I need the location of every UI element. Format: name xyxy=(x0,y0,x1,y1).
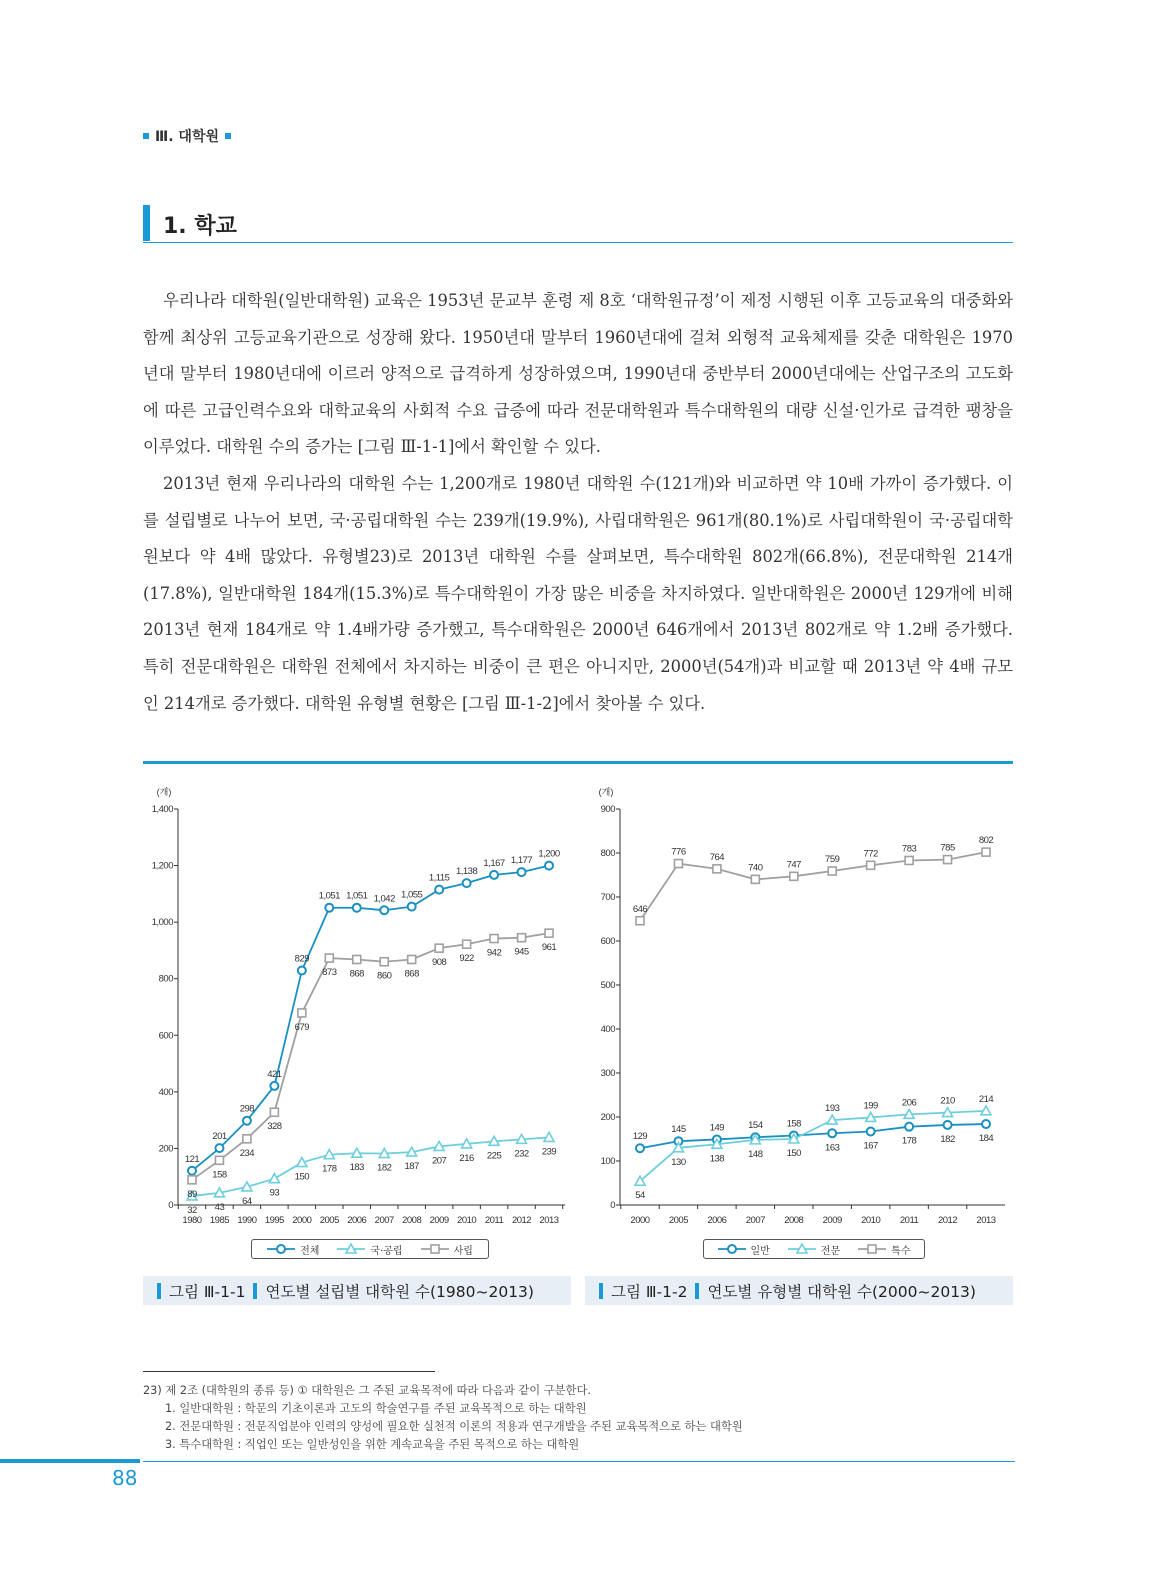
legend-label: 국·공립 xyxy=(370,1245,403,1257)
data-label: 89 xyxy=(187,1188,197,1200)
data-label: 945 xyxy=(514,946,529,958)
data-label: 54 xyxy=(635,1190,645,1202)
y-tick-label: 1,200 xyxy=(151,860,173,872)
legend-label: 사립 xyxy=(453,1245,473,1257)
x-tick-label: 2008 xyxy=(784,1215,804,1226)
y-tick-label: 100 xyxy=(600,1156,615,1167)
data-label: 1,138 xyxy=(455,866,478,878)
data-label: 32 xyxy=(187,1204,197,1216)
y-tick-label: 0 xyxy=(168,1200,173,1211)
data-label: 328 xyxy=(267,1121,282,1133)
paragraph: 2013년 현재 우리나라의 대학원 수는 1,200개로 1980년 대학원 수(121개)와 비교하면 약 10배 가까이 증가했다. 이를 설립별로 나누어 보면, 국·공립대학원 수는 239개(19.9%), 사립대학원은 961개(80.1%)로 사립대학원이 국·공립대학원보다 약 4배 많았다. 유형별23)로 2013년 대학원 수를 살펴보면, 특수대학원 802개(66.8%), 전문대학원 214개(17.8%), 일반대학원 184개(15.3%)로 특수대학원이 가장 많은 비중을 차지하였다. 일반대학원은 2000년 129개에 비해 2013년 현재 184개로 약 1.4배가량 증가했고, 특수대학원은 2000년 646개에서 2013년 802개로 약 1.2배 증가했다. 특히 전문대학원은 대학원 전체에서 차지하는 비중이 큰 편은 아니지만, 2000년(54개)과 비교할 때 2013년 약 4배 규모인 214개로 증가했다. 대학원 유형별 현황은 [그림 Ⅲ-1-2]에서 찾아볼 수 있다. xyxy=(143,473,1013,713)
footnote-divider xyxy=(143,1371,435,1372)
legend-label: 전문 xyxy=(820,1245,841,1257)
data-label: 1,200 xyxy=(538,848,560,860)
data-label: 772 xyxy=(863,848,878,860)
footnote-head: 23) 제 2조 (대학원의 종류 등) ① 대학원은 그 주된 교육목적에 따라 다음과 같이 구분한다. xyxy=(143,1384,591,1397)
data-label: 1,051 xyxy=(346,890,368,902)
circle-marker xyxy=(982,1120,990,1128)
data-label: 829 xyxy=(294,953,310,965)
circle-icon xyxy=(718,1243,746,1255)
header-section: Ⅲ. 대학원 xyxy=(155,129,219,145)
y-tick-label: 200 xyxy=(158,1143,173,1155)
x-tick-label: 2005 xyxy=(668,1215,689,1226)
page-bar xyxy=(0,1459,140,1463)
data-label: 187 xyxy=(404,1161,419,1173)
y-tick-label: 400 xyxy=(158,1086,173,1098)
square-marker xyxy=(674,860,682,868)
square-marker xyxy=(751,875,759,883)
y-tick-label: 400 xyxy=(600,1024,615,1035)
data-label: 740 xyxy=(748,862,763,874)
square-icon xyxy=(858,1243,886,1255)
data-label: 163 xyxy=(825,1142,840,1154)
data-label: 1,051 xyxy=(318,890,340,902)
x-tick-label: 2006 xyxy=(707,1215,727,1226)
data-label: 210 xyxy=(940,1095,955,1107)
data-label: 298 xyxy=(239,1103,255,1115)
series-line-일반 xyxy=(640,1124,986,1148)
y-tick-label: 300 xyxy=(600,1068,615,1079)
legend-label: 전체 xyxy=(300,1245,320,1257)
chart-legend xyxy=(251,1239,489,1259)
data-label: 178 xyxy=(322,1163,337,1175)
data-label: 1,055 xyxy=(401,889,423,901)
legend-item xyxy=(788,1242,840,1257)
square-marker xyxy=(431,1245,439,1253)
y-tick-label: 800 xyxy=(158,973,173,985)
data-label: 214 xyxy=(978,1093,994,1105)
circle-marker xyxy=(636,1144,644,1152)
circle-marker xyxy=(944,1121,952,1129)
y-tick-label: 0 xyxy=(610,1200,615,1211)
square-marker xyxy=(867,861,875,869)
figure-caption xyxy=(143,1276,571,1305)
footnote xyxy=(143,1382,743,1454)
x-tick-label: 2013 xyxy=(976,1215,996,1226)
circle-marker xyxy=(905,1123,913,1131)
chart-legend xyxy=(703,1239,925,1259)
data-label: 150 xyxy=(294,1171,310,1183)
x-tick-label: 2007 xyxy=(374,1215,394,1226)
square-marker xyxy=(828,867,836,875)
triangle-icon xyxy=(337,1243,365,1255)
data-label: 145 xyxy=(671,1124,686,1136)
figure-caption xyxy=(585,1276,1013,1305)
data-label: 182 xyxy=(940,1133,955,1145)
x-tick-label: 1980 xyxy=(182,1215,202,1226)
data-label: 129 xyxy=(632,1131,648,1143)
x-tick-label: 2010 xyxy=(457,1215,477,1226)
footer-line xyxy=(143,1461,1015,1462)
data-label: 421 xyxy=(267,1068,282,1080)
series-line-특수 xyxy=(640,852,986,921)
data-label: 1,115 xyxy=(428,872,450,884)
data-label: 93 xyxy=(269,1187,280,1199)
x-tick-label: 2012 xyxy=(511,1215,532,1226)
data-label: 206 xyxy=(901,1097,917,1109)
paragraph: 우리나라 대학원(일반대학원) 교육은 1953년 문교부 훈령 제 8호 ‘대학원규정’이 제정 시행된 이후 고등교육의 대중화와 함께 최상위 고등교육기관으로 성장해 왔다. 1950년대 말부터 1960년대에 걸쳐 외형적 교육체제를 갖춘 대학원은 1970년대 말부터 1980년대에 이르러 양적으로 급격하게 성장하였으며, 1990년대 중반부터 2000년대에는 산업구조의 고도화에 따른 고급인력수요와 대학교육의 사회적 수요 급증에 따라 전문대학원과 특수대학원의 대량 신설·인가로 급격한 팽창을 이루었다. 대학원 수의 증가는 [그림 Ⅲ-1-1]에서 확인할 수 있다. xyxy=(143,291,1013,457)
data-label: 121 xyxy=(184,1153,200,1165)
square-marker xyxy=(982,848,990,856)
x-tick-label: 2009 xyxy=(822,1215,842,1226)
x-tick-label: 1995 xyxy=(264,1215,284,1226)
data-label: 679 xyxy=(294,1021,310,1033)
data-label: 873 xyxy=(322,967,337,979)
x-tick-label: 2011 xyxy=(899,1215,919,1226)
y-axis-unit: (개) xyxy=(598,787,614,797)
x-tick-label: 2012 xyxy=(937,1215,958,1226)
circle-marker xyxy=(728,1245,736,1253)
data-label: 785 xyxy=(940,842,955,854)
square-marker xyxy=(868,1245,876,1253)
x-tick-label: 2010 xyxy=(861,1215,881,1226)
data-label: 167 xyxy=(863,1140,878,1152)
legend-item xyxy=(421,1242,473,1257)
data-label: 158 xyxy=(212,1169,227,1181)
data-label: 868 xyxy=(349,968,364,980)
data-label: 201 xyxy=(212,1131,227,1143)
legend-item xyxy=(858,1242,910,1257)
x-tick-label: 1990 xyxy=(237,1215,257,1226)
data-label: 193 xyxy=(825,1103,840,1115)
y-tick-label: 1,400 xyxy=(151,804,173,815)
x-tick-label: 2007 xyxy=(745,1215,765,1226)
data-label: 942 xyxy=(486,947,502,959)
x-tick-label: 2000 xyxy=(292,1215,312,1226)
data-label: 199 xyxy=(863,1100,878,1112)
x-tick-label: 2005 xyxy=(319,1215,339,1226)
footnote-item: 3. 특수대학원 : 직업인 또는 일반성인을 위한 계속교육을 주된 목적으로 하는 대학원 xyxy=(165,1438,580,1451)
data-label: 182 xyxy=(377,1162,392,1174)
data-label: 148 xyxy=(748,1148,763,1160)
x-tick-label: 2011 xyxy=(484,1215,504,1226)
y-tick-label: 200 xyxy=(600,1112,615,1123)
data-label: 783 xyxy=(901,843,917,855)
data-label: 225 xyxy=(486,1150,502,1162)
footnote-item: 1. 일반대학원 : 학문의 기초이론과 고도의 학술연구를 주된 교육목적으로 하는 대학원 xyxy=(165,1402,587,1415)
data-label: 776 xyxy=(671,846,686,858)
circle-icon xyxy=(267,1243,295,1255)
legend-item xyxy=(337,1242,402,1257)
data-label: 154 xyxy=(748,1120,763,1132)
page-number: 88 xyxy=(112,1466,138,1490)
data-label: 234 xyxy=(239,1147,255,1159)
data-label: 764 xyxy=(709,851,725,863)
data-label: 1,167 xyxy=(483,857,505,869)
y-tick-label: 600 xyxy=(600,936,615,947)
data-label: 130 xyxy=(671,1156,686,1168)
triangle-icon xyxy=(788,1243,816,1255)
x-tick-label: 1985 xyxy=(209,1215,230,1226)
square-marker xyxy=(790,872,798,880)
data-label: 158 xyxy=(786,1118,801,1130)
circle-marker xyxy=(277,1245,285,1253)
data-label: 183 xyxy=(349,1162,364,1174)
square-marker xyxy=(944,856,952,864)
data-label: 908 xyxy=(431,957,447,969)
figure-label: 그림 Ⅲ-1-2 xyxy=(611,1282,688,1301)
data-label: 239 xyxy=(541,1146,557,1158)
data-label: 64 xyxy=(242,1195,252,1207)
legend-label: 특수 xyxy=(891,1245,911,1257)
data-label: 747 xyxy=(786,859,801,871)
data-label: 149 xyxy=(709,1122,725,1134)
data-label: 1,042 xyxy=(373,893,395,905)
square-icon xyxy=(421,1243,449,1255)
y-tick-label: 700 xyxy=(600,892,615,903)
y-tick-label: 800 xyxy=(600,848,615,859)
y-tick-label: 900 xyxy=(600,804,615,815)
y-tick-label: 600 xyxy=(158,1030,173,1042)
legend-item xyxy=(267,1242,319,1257)
x-tick-label: 2008 xyxy=(402,1215,422,1226)
data-label: 922 xyxy=(459,953,474,965)
section-title: 1. 학교 xyxy=(163,214,237,239)
footnote-item: 2. 전문대학원 : 전문직업분야 인력의 양성에 필요한 실천적 이론의 적용과 연구개발을 주된 교육목적으로 하는 대학원 xyxy=(165,1420,743,1433)
circle-marker xyxy=(867,1128,875,1136)
x-tick-label: 2009 xyxy=(429,1215,449,1226)
x-tick-label: 2013 xyxy=(539,1215,559,1226)
data-label: 1,177 xyxy=(510,855,533,867)
data-label: 184 xyxy=(978,1133,994,1145)
data-label: 138 xyxy=(709,1153,725,1165)
square-marker xyxy=(905,856,913,864)
data-label: 216 xyxy=(459,1152,474,1164)
data-label: 802 xyxy=(978,835,994,847)
y-tick-label: 500 xyxy=(600,980,615,991)
circle-marker xyxy=(828,1129,836,1137)
x-tick-label: 2006 xyxy=(347,1215,367,1226)
data-label: 43 xyxy=(214,1201,225,1213)
figure-title: 연도별 설립별 대학원 수(1980~2013) xyxy=(265,1282,534,1301)
data-label: 759 xyxy=(825,854,840,866)
legend-label: 일반 xyxy=(750,1245,770,1257)
square-marker xyxy=(713,865,721,873)
data-label: 178 xyxy=(901,1135,917,1147)
series-line-전문 xyxy=(640,1111,986,1181)
data-label: 207 xyxy=(431,1155,447,1167)
data-label: 646 xyxy=(632,903,648,915)
data-label: 961 xyxy=(541,942,557,954)
data-label: 150 xyxy=(786,1148,801,1159)
figure-label: 그림 Ⅲ-1-1 xyxy=(169,1282,246,1301)
data-label: 868 xyxy=(404,968,419,980)
y-axis-unit: (개) xyxy=(156,787,172,797)
x-tick-label: 2000 xyxy=(630,1215,650,1226)
data-label: 232 xyxy=(514,1148,529,1160)
square-marker xyxy=(636,917,644,925)
y-tick-label: 1,000 xyxy=(151,917,173,929)
figure-title: 연도별 유형별 대학원 수(2000~2013) xyxy=(707,1282,976,1301)
data-label: 860 xyxy=(377,970,392,982)
legend-item xyxy=(718,1242,770,1257)
